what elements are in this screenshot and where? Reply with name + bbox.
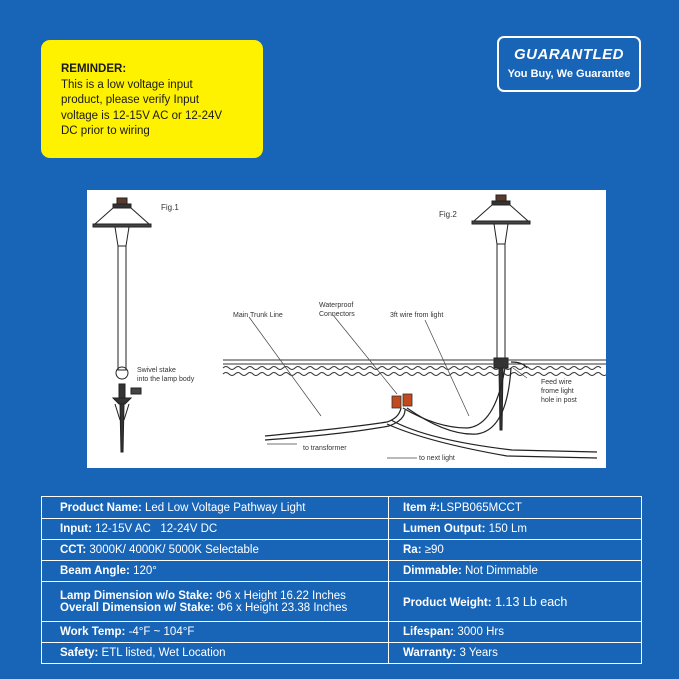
reminder-line: This is a low voltage input [61,78,193,91]
spec-cell [389,540,641,560]
spec-cell [389,497,641,518]
reminder-line: DC prior to wiring [61,125,150,137]
wires [265,362,597,458]
spec-cell [42,622,389,642]
spec-label: Dimmable: [403,565,462,577]
spec-value: Φ6 x Height 16.22 Inches [212,589,346,602]
swivel-label: into the lamp body [137,376,195,383]
spec-cell [42,561,389,581]
waterproof-label: Waterproof [319,302,354,309]
spec-cell [42,582,389,621]
waterproof-label: Connectors [319,311,355,318]
spec-row [42,561,641,582]
spec-value: 150 Lm [485,523,527,535]
spec-row [42,519,641,540]
spec-value: ETL listed, Wet Location [98,647,226,659]
wire-3ft-label: 3ft wire from light [390,312,444,319]
main-trunk-label: Main Trunk Line [233,312,283,319]
to-next-light-label: to next light [419,455,455,462]
spec-cell [389,561,641,581]
spec-label: Beam Angle: [60,565,130,577]
spec-label: Product Weight: [403,596,492,609]
fig2-lamp [472,195,530,430]
badge-title: GUARANTLED [514,46,624,63]
reminder-title: REMINDER: [61,63,127,75]
spec-value: Φ6 x Height 23.38 Inches [214,601,348,614]
spec-value: 120° [129,565,157,577]
spec-label: Input: [60,523,92,535]
spec-cell [42,643,389,663]
spec-table [41,496,642,664]
fig2-label: Fig.2 [439,210,457,219]
spec-cell [389,519,641,539]
guarantee-badge [497,36,641,92]
spec-cell [42,519,389,539]
spec-cell [389,622,641,642]
spec-row [42,540,641,561]
swivel-label: Swivel stake [137,367,176,374]
fig1-label: Fig.1 [161,203,179,212]
feed-wire-label: frome light [541,388,574,395]
spec-value: 3 Years [456,647,498,659]
spec-cell [42,540,389,560]
spec-label: Item #: [403,501,441,514]
spec-label: Lamp Dimension w/o Stake: [60,589,213,602]
spec-row [42,497,641,519]
spec-label: Overall Dimension w/ Stake: [60,601,215,614]
spec-cell [389,643,641,663]
spec-value: 1.13 Lb each [491,594,568,609]
spec-value: LSPB065MCCT [440,501,522,514]
spec-row [42,622,641,643]
to-transformer-label: to transformer [303,445,347,452]
installation-diagram [87,190,606,468]
spec-label: Safety: [60,647,99,659]
spec-cell [389,582,641,621]
spec-label: Product Name: [60,501,142,514]
reminder-line: voltage is 12-15V AC or 12-24V [61,109,223,122]
fig1-lamp [93,198,151,452]
spec-label: Lifespan: [403,626,455,638]
spec-label: Work Temp: [60,626,126,638]
spec-label: CCT: [60,544,87,556]
spec-row [42,582,641,622]
spec-cell [42,497,389,518]
spec-value: -4°F ~ 104°F [125,626,195,638]
spec-value: 3000 Hrs [454,626,504,638]
spec-label: Warranty: [403,647,457,659]
spec-value: 12-15V AC 12-24V DC [91,523,218,535]
spec-label: Lumen Output: [403,523,486,535]
spec-value: Not Dimmable [461,565,538,577]
spec-value: 3000K/ 4000K/ 5000K Selectable [86,544,259,556]
feed-wire-label: hole in post [541,397,577,404]
spec-row [42,643,641,663]
spec-value: Led Low Voltage Pathway Light [141,501,306,514]
feed-wire-label: Feed wire [541,379,572,386]
reminder-box [41,40,263,158]
ground-line [223,360,606,376]
badge-subtitle: You Buy, We Guarantee [507,68,631,80]
spec-label: Ra: [403,544,422,556]
reminder-line: product, please verify Input [61,94,200,106]
waterproof-connectors [392,394,412,408]
spec-value: ≥90 [421,544,444,556]
